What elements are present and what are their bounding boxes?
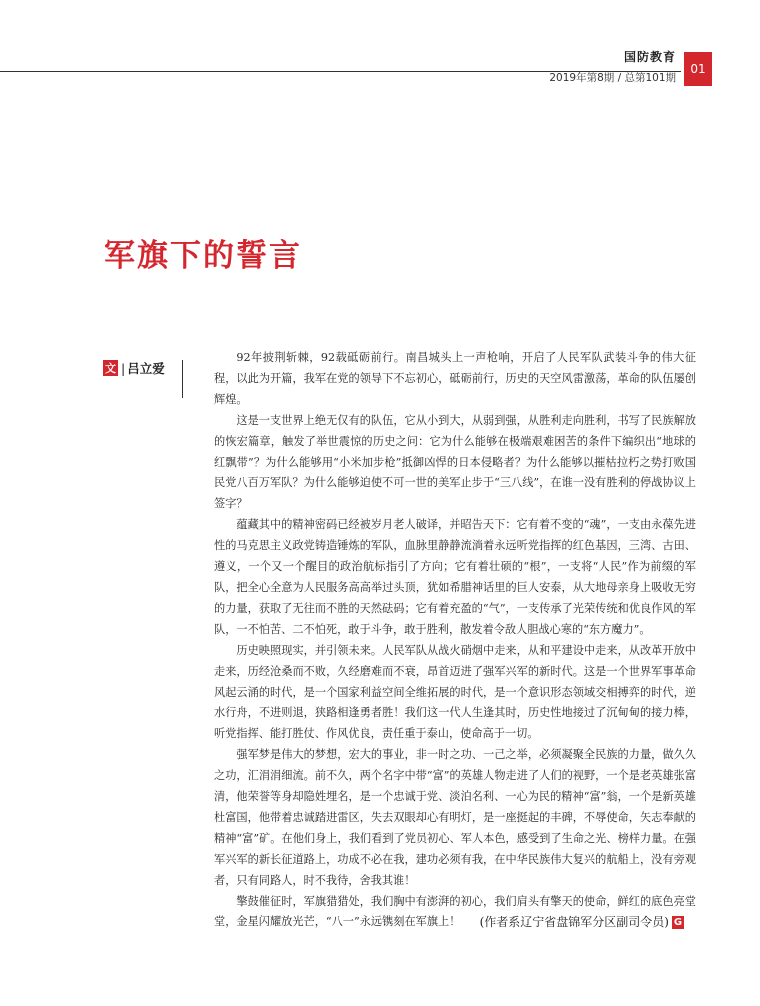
paragraph: 蕴藏其中的精神密码已经被岁月老人破译，并昭告天下：它有着不变的“魂”，一支由永葆先进性的马克思主义政党铸造锤炼的军队，血脉里静静流淌着永远听党指挥的红色基因，三湾、古田、遵义，一个又一个醒目的政治航标指引了方向；它有着壮硕的“根”，一支将“人民”作为前缀的军队，把全心全意为人民服务高高举过头顶，犹如希腊神话里的巨人安泰，从大地母亲身上吸收无穷的力量，获取了无往而不胜的天然砝码；它有着充盈的“气”，一支传承了光荣传统和优良作风的军队，一不怕苦、二不怕死，敢于斗争，敢于胜利，散发着令敌人胆战心寒的“东方魔力”。 — [214, 518, 696, 636]
paragraph: 擎鼓催征时，军旗猎猎处，我们胸中有澎湃的初心，我们肩头有擎天的使命，鲜红的底色亮堂堂，金星闪耀放光芒，“八一”永远镌刻在军旗上！ — [214, 894, 696, 929]
author-line — [103, 359, 165, 377]
byline-text: (作者系辽宁省盘锦军分区副司令员) — [479, 915, 669, 929]
page-number: 01 — [684, 52, 712, 86]
author-byline — [480, 913, 684, 930]
issue-info: 2019年第8期 / 总第101期 — [549, 72, 676, 84]
paragraph: 92年披荆斩棘，92载砥砺前行。南昌城头上一声枪响，开启了人民军队武装斗争的伟大征程，以此为开篇，我军在党的领导下不忘初心，砥砺前行，历史的天空风雷激荡，革命的队伍屡创辉煌。 — [214, 351, 696, 406]
author-name: 吕立爱 — [127, 361, 165, 376]
author-divider — [182, 360, 183, 398]
paragraph: 历史映照现实，并引领未来。人民军队从战火硝烟中走来，从和平建设中走来，从改革开放中走来，历经沧桑而不败，久经磨难而不衰，昂首迈进了强军兴军的新时代。这是一个世界军事革命风起云涌的时代，是一个国家利益空间全维拓展的时代，是一个意识形态领域交相搏弈的时代，逆水行舟，不进则退，狭路相逢勇者胜！我们这一代人生逢其时，历史性地接过了沉甸甸的接力棒，听党指挥、能打胜仗、作风优良，责任重于泰山，使命高于一切。 — [214, 643, 696, 741]
magazine-name: 国防教育 — [623, 50, 676, 64]
paragraph: 这是一支世界上绝无仅有的队伍，它从小到大，从弱到强，从胜利走向胜利，书写了民族解放的恢宏篇章，触发了举世震惊的历史之问：它为什么能够在极端艰难困苦的条件下编织出“地球的红飘带”？为什么能够用“小米加步枪”抵御凶悍的日本侵略者？为什么能够以摧枯拉朽之势打败国民党八百万军队？为什么能够迫使不可一世的美军止步于“三八线”，在谁一没有胜利的停战协议上签字？ — [214, 413, 696, 511]
article-title: 军旗下的誓言 — [104, 238, 302, 274]
paragraph: 强军梦是伟大的梦想，宏大的事业，非一时之功、一己之举，必须凝聚全民族的力量，做久久之功，汇涓涓细流。前不久，两个名字中带“富”的英雄人物走进了人们的视野，一个是老英雄张富清，他荣誉等身却隐姓埋名，是一个忠诚于党、淡泊名利、一心为民的精神“富”翁，一个是新英雄杜富国，他带着忠诚踏进雷区，失去双眼却心有明灯，是一座挺起的丰碑，不辱使命，矢志奉献的精神“富”矿。在他们身上，我们看到了党员初心、军人本色，感受到了生命之光、榜样力量。在强军兴军的新长征道路上，功成不必在我，建功必须有我，在中华民族伟大复兴的航船上，没有旁观者，只有同路人，时不我待，舍我其谁！ — [214, 748, 696, 887]
end-mark: G — [673, 917, 683, 928]
author-tag: 文 — [105, 362, 116, 375]
author-separator: | — [121, 360, 126, 376]
article-body — [214, 348, 696, 933]
